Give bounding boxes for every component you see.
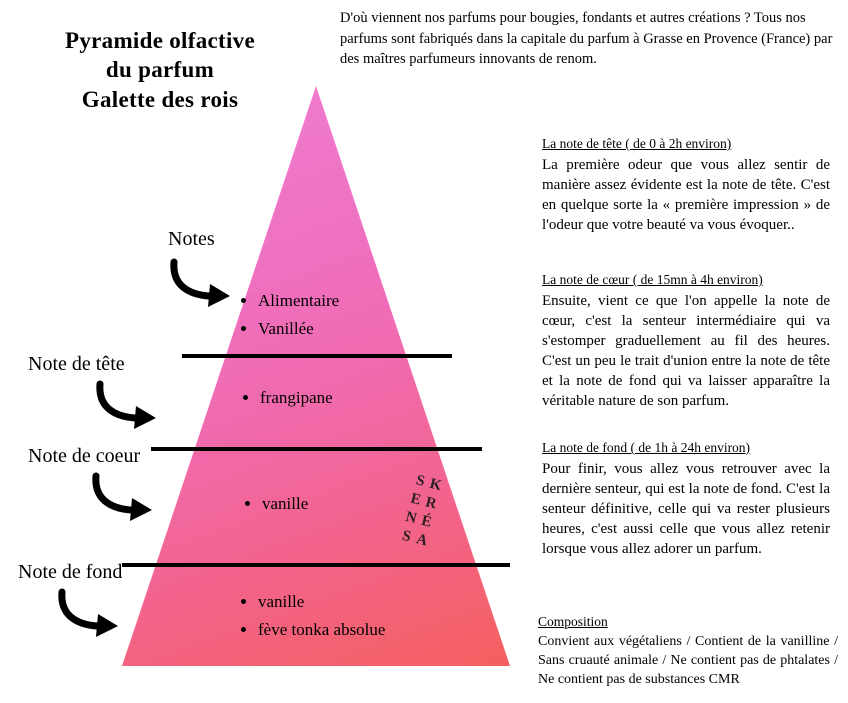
pyramid-shape — [122, 86, 510, 666]
pyramid-divider-1 — [182, 354, 452, 358]
list-item: • Alimentaire — [258, 288, 339, 314]
brand-watermark-text: KRÉA SENS — [396, 471, 446, 553]
list-item: • Vanillée — [258, 316, 339, 342]
list-item: • fève tonka absolue — [258, 617, 385, 643]
note-block-fond — [542, 440, 830, 559]
composition-heading: Composition — [538, 614, 608, 629]
curved-arrow-icon — [92, 472, 166, 524]
page-title-line-1: Pyramide olfactive — [65, 28, 255, 53]
note-heading-tete: La note de tête ( de 0 à 2h environ) — [542, 136, 732, 151]
pyramid-divider-3 — [122, 563, 510, 567]
label-note-de-coeur: Note de coeur — [28, 445, 141, 467]
intro-paragraph: D'où viennent nos parfums pour bougies, fondants et autres créations ? Tous nos parfums sont fabriqués dans la capitale du parfum à Grasse en Provence (France) par des maîtres parfumeurs innovants de renom. — [340, 10, 833, 68]
curved-arrow-icon — [170, 258, 244, 310]
note-body-fond: Pour finir, vous allez vous retrouver avec la dernière senteur, qui est la note de fond. C'est la senteur définitive, celle qui va rester plusieurs heures, c'est aussi celle que vous allez retenir lorsque vous allez adorer un parfum. — [542, 461, 830, 558]
note-block-tete — [542, 136, 830, 235]
list-item: • vanille — [262, 491, 308, 517]
note-block-coeur — [542, 272, 830, 412]
label-notes: Notes — [168, 228, 215, 250]
pyramid-band-notes — [240, 288, 339, 343]
note-heading-coeur: La note de cœur ( de 15mn à 4h environ) — [542, 272, 763, 287]
note-heading-fond: La note de fond ( de 1h à 24h environ) — [542, 440, 751, 455]
composition-body: Convient aux végétaliens / Contient de la vanilline / Sans cruauté animale / Ne contient pas de phtalates / Ne contient pas de substances CMR — [538, 634, 838, 688]
curved-arrow-icon — [58, 588, 132, 640]
pyramid-band-coeur — [244, 491, 308, 519]
curved-arrow-icon — [96, 380, 170, 432]
olfactory-pyramid — [122, 86, 510, 666]
composition-block — [538, 614, 838, 689]
page-title-line-3: Galette des rois — [81, 86, 239, 112]
label-note-de-tete: Note de tête — [28, 353, 125, 375]
label-note-de-fond: Note de fond — [18, 561, 123, 583]
page-title-line-2: du parfum — [105, 57, 215, 83]
list-item: • frangipane — [260, 385, 333, 411]
pyramid-band-fond — [240, 589, 385, 644]
list-item: • vanille — [258, 589, 385, 615]
note-body-tete: La première odeur que vous allez sentir de manière assez évidente est la note de tête. C'est en quelque sorte la « première impression » de l'odeur que votre beauté va vous évoquer.. — [542, 157, 830, 234]
pyramid-band-tete — [242, 385, 333, 413]
note-body-coeur: Ensuite, vient ce que l'on appelle la note de cœur, c'est la senteur intermédiaire qui va s'estomper graduellement au fil des heures. C'est un peu le trait d'union entre la note de tête et la note de fond qui va laisser apparaître la véritable nature de son parfum. — [542, 293, 830, 410]
